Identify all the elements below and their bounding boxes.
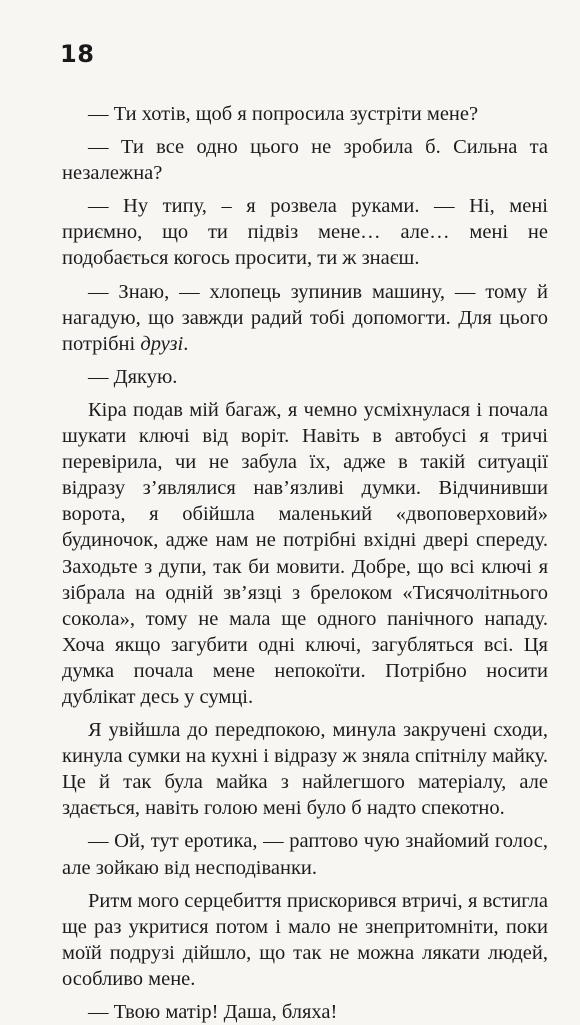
paragraph: Я увійшла до передпокою, минула закручені сходи, кинула сумки на кухні і відразу ж зняла спітнілу майку. Це й так була майка з найлегшого матеріалу, але здається, навіть голою мені було б надто спекотно. (62, 719, 548, 820)
paragraph: — Знаю, — хлопець зупинив машину, — тому й нагадую, що завжди радий тобі допомогти. Для цього потрібні друзі. (62, 280, 548, 355)
paragraph: Ритм мого серцебиття прискорився втричі, я встигла ще раз укритися потом і мало не знепритомніти, поки моїй подрузі дійшло, що так не можна лякати людей, особливо мене. (62, 889, 548, 990)
paragraph: — Ти хотів, щоб я попросила зустріти мене? (88, 103, 479, 125)
paragraph: Кіра подав мій багаж, я чемно усміхнулася і почала шукати ключі від воріт. Навіть в автобусі я тричі перевірила, чи не забула їх, адже в такій ситуації відразу з’являлися нав’язливі думки. Відчинивши ворота, я обійшла маленький «двоповерховий» будиночок, адже нам не потрібні вхідні двері спереду. Заходьте з дупи, так би мовити. Добре, що всі ключі я зібрала на одній зв’язці з брелоком «Тисячолітнього сокола», тому не мала ще одного панічного нападу. Хоча якщо загубити одні ключі, загубляться всі. Ця думка почала мене непокоїти. Потрібно носити дублікат десь у сумці. (62, 398, 548, 708)
paragraph: — Ой, тут еротика, — раптово чую знайомий голос, але зойкаю від несподіванки. (62, 830, 548, 879)
paragraph: — Ну типу, – я розвела руками. — Ні, мені приємно, що ти підвіз мене… але… мені не подобається когось просити, ти ж знаєш. (62, 195, 548, 270)
paragraph: — Ти все одно цього не зробила б. Сильна та незалежна? (62, 136, 548, 185)
text-body (62, 101, 548, 1025)
paragraph: — Дякую. (88, 365, 178, 388)
page-number: 18 (60, 40, 95, 68)
emphasis: друзі (140, 332, 184, 355)
paragraph: — Твою матір! Даша, бляха! (88, 1001, 338, 1023)
